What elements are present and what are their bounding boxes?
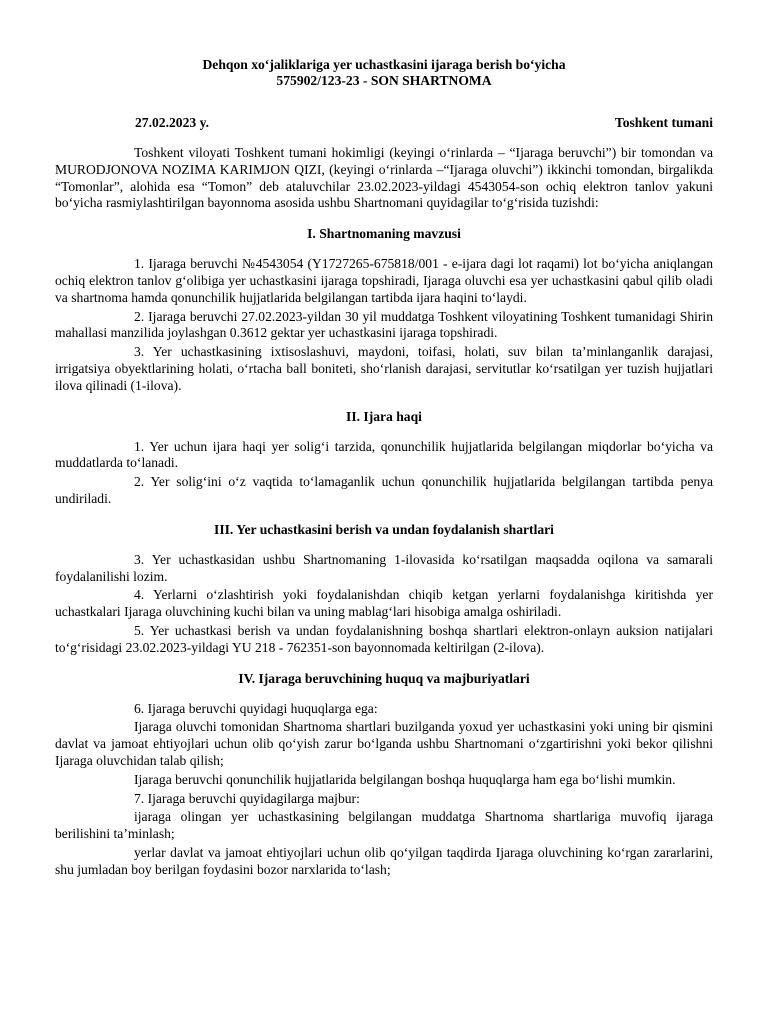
- paragraph: 7. Ijaraga beruvchi quyidagilarga majbur:: [134, 790, 360, 806]
- contract-place: Toshkent tumani: [614, 115, 713, 130]
- title-line-1: Dehqon xo‘jaliklariga yer uchastkasini ijaraga berish bo‘yicha: [202, 57, 566, 72]
- section-1: [55, 226, 713, 394]
- paragraph: 3. Yer uchastkasidan ushbu Shartnomaning 1-ilovasida ko‘rsatilgan maqsadda oqilona va samarali foydalanilishi lozim.: [55, 551, 713, 584]
- intro-block: [55, 145, 713, 212]
- section-3: [55, 522, 713, 657]
- contract-date: 27.02.2023 y.: [135, 115, 210, 130]
- section-2: [55, 409, 713, 508]
- section-heading: II. Ijara haqi: [346, 408, 422, 424]
- paragraph: 2. Yer solig‘ini o‘z vaqtida to‘lamaganlik uchun qonunchilik hujjatlarida belgilangan tartibda penya undiriladi.: [55, 474, 713, 506]
- paragraph: Ijaraga oluvchi tomonidan Shartnoma shartlari buzilganda yoxud yer uchastkasini yoki uning bir qismini davlat va jamoat ehtiyojlari uchun olib qo‘yish zarur bo‘lganda ushbu Shartnomani o‘zgartirishni yoki bekor qilishni Ijaraga oluvchidan talab qilish;: [55, 719, 713, 768]
- paragraph: 3. Yer uchastkasining ixtisoslashuvi, maydoni, toifasi, holati, suv bilan ta’minlanganlik darajasi, irrigatsiya obyektlarining holati, o‘rtacha ball boniteti, sho‘rlanish darajasi, servitutlar ko‘rsatilgan yer tuzish hujjatlari ilova qilinadi (1-ilova).: [55, 344, 713, 393]
- paragraph: 2. Ijaraga beruvchi 27.02.2023-yildan 30 yil muddatga Toshkent viloyatining Toshkent tumanidagi Shirin mahallasi manzilida joylashgan 0.3612 gektar yer uchastkasini ijaraga topshiradi.: [55, 308, 713, 341]
- section-heading: IV. Ijaraga beruvchining huquq va majburiyatlari: [238, 670, 530, 686]
- paragraph: 1. Ijaraga beruvchi №4543054 (Y1727265-675818/001 - e-ijara dagi lot raqami) lot bo‘yicha aniqlangan ochiq elektron tanlov g‘olibiga yer uchastkasini ijaraga topshiradi, Ijaraga oluvchi esa yer uchastkasini qabul qilib oladi va shartnoma hamda qonunchilik hujjatlarida belgilangan tartibda ijara haqini to‘laydi.: [55, 256, 713, 305]
- paragraph: ijaraga olingan yer uchastkasining belgilangan muddatga Shartnoma shartlariga muvofiq ijaraga berilishini ta’minlash;: [55, 809, 713, 842]
- document-title: [55, 57, 713, 89]
- paragraph: 1. Yer uchun ijara haqi yer solig‘i tarzida, qonunchilik hujjatlarida belgilangan miqdorlar bo‘yicha va muddatlarda to‘lanadi.: [55, 438, 713, 471]
- section-heading: I. Shartnomaning mavzusi: [307, 226, 461, 242]
- paragraph: yerlar davlat va jamoat ehtiyojlari uchun olib qo‘yilgan taqdirda Ijaraga oluvchining ko‘rgan zararlarini, shu jumladan boy berilgan foydasini bozor narxlarida to‘lash;: [55, 844, 713, 877]
- section-4: [55, 671, 713, 879]
- paragraph: 4. Yerlarni o‘zlashtirish yoki foydalanishdan chiqib ketgan yerlarni foydalanishga kiritishda yer uchastkalari Ijaraga oluvchining kuchi bilan va uning mablag‘lari hisobiga amalga oshiriladi.: [55, 587, 713, 620]
- date-place-row: [55, 115, 713, 131]
- section-heading: III. Yer uchastkasini berish va undan foydalanish shartlari: [214, 521, 554, 537]
- paragraph: 6. Ijaraga beruvchi quyidagi huquqlarga ega:: [134, 700, 378, 716]
- intro-paragraph: Toshkent viloyati Toshkent tumani hokimligi (keyingi o‘rinlarda – “Ijaraga beruvchi”) bir tomondan va MURODJONOVA NOZIMA KARIMJON QIZI, (keyingi o‘rinlarda –“Ijaraga oluvchi”) ikkinchi tomondan, birgalikda “Tomonlar”, alohida esa “Tomon” deb ataluvchilar 23.02.2023-yildagi 4543054-son ochiq elektron tanlov yakuni bo‘yicha rasmiylashtirilgan bayonnoma asosida ushbu Shartnomani quyidagilar to‘g‘risida tuzishdi:: [55, 145, 713, 211]
- title-line-2: 575902/123-23 - SON SHARTNOMA: [276, 73, 492, 88]
- paragraph: 5. Yer uchastkasi berish va undan foydalanishning boshqa shartlari elektron-onlayn auksion natijalari to‘g‘risidagi 23.02.2023-yildagi YU 218 - 762351-son bayonnomada keltirilgan (2-ilova).: [55, 622, 713, 655]
- paragraph: Ijaraga beruvchi qonunchilik hujjatlarida belgilangan boshqa huquqlarga ham ega bo‘lishi mumkin.: [134, 771, 676, 787]
